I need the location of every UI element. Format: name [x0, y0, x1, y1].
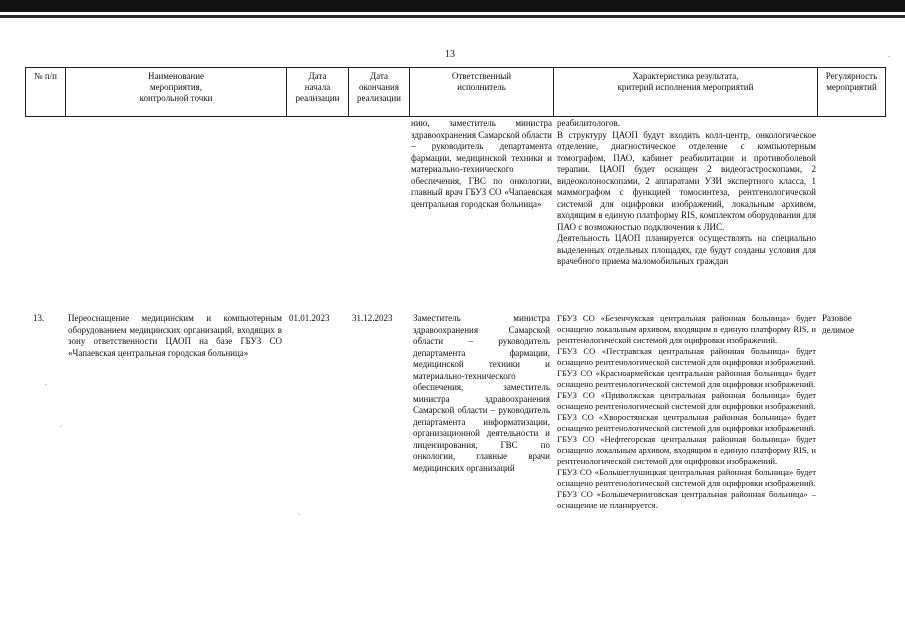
- continued-responsible: нию, заместитель министра здравоохранения Самарской области – руководитель департамента фармации, медицинской техники и материально-технического обеспечения, ГВС по онкологии, главный врач ГБУЗ СО «Чапаевская центральная городская больница»: [411, 118, 552, 209]
- row-13-name: Переоснащение медицинским и компьютерным оборудованием медицинских организаций, входящих в зону ответственности ЦАОП на базе ГБУЗ СО «Чапаевская центральная городская больница»: [68, 313, 282, 358]
- header-result: Характеристика результата, критерий исполнения мероприятий: [617, 71, 754, 92]
- scan-speck: .: [298, 508, 300, 517]
- scan-speck: .: [45, 378, 47, 387]
- header-name: Наименование мероприятия, контрольной точки: [139, 71, 213, 103]
- header-start: Дата начала реализации: [295, 71, 340, 103]
- continued-result: реабилитологов. В структуру ЦАОП будут входить колл-центр, онкологическое отделение, диагностическое отделение с компьютерным томографом, ПАО, кабинет реабилитации и противоболевой терапии. ЦАОП будет оснащен 2 видеогастроскопами, 2 видеоколоноскопами, 2 аппаратами УЗИ экспертного класса, 1 маммографом с функцией томосинтеза, рентгенологической системой для оцифровки изображений, локальным архивом, входящим в единую платформу RIS, комплектом оборудования для ПАО с возможностью подключения к ЛИС. Деятельность ЦАОП планируется осуществлять на специально выделенных отдельных площадях, где будут созданы условия для врачебного приема маломобильных граждан: [557, 118, 816, 266]
- header-responsible: Ответственный исполнитель: [451, 71, 512, 92]
- row-13-num: 13.: [33, 313, 45, 323]
- row-13-regularity: Разовое делимое: [822, 313, 855, 335]
- header-end: Дата окончания реализации: [357, 71, 401, 103]
- scan-speck: .: [888, 50, 890, 59]
- row-13-end: 31.12.2023: [352, 313, 393, 323]
- scan-speck: .: [60, 420, 62, 429]
- scan-top-line: [0, 15, 905, 18]
- header-regularity: Регулярность мероприятий: [825, 71, 878, 92]
- row-13-responsible: Заместитель министра здравоохранения Самарской области – руководитель департамента фармации, медицинской техники и материально-технического обеспечения, заместитель министра здравоохранения Самарской области – руководитель департамента информатизации, организационной деятельности и лицензирования, ГВС по онкологии, главные врачи медицинских организаций: [413, 313, 550, 473]
- header-num: № п/п: [34, 71, 57, 81]
- row-13-result: ГБУЗ СО «Безенчукская центральная районная больница» будет оснащено локальным архивом, входящим в единую платформу RIS, и рентгенологической системой для оцифровки изображений. ГБУЗ СО «Пестравская центральная районная больница» будет оснащено рентгенологической системой для оцифровки изображений. ГБУЗ СО «Красноармейская центральная районная больница» будет оснащено рентгенологической системой для оцифровки изображений. ГБУЗ СО «Приволжская центральная районная больница» будет оснащено рентгенологической системой для оцифровки изображений. ГБУЗ СО «Хворостянская центральная районная больница» будет оснащено рентгенологической системой для оцифровки изображений. ГБУЗ СО «Нефтегорская центральная районная больница» будет оснащено локальным архивом, входящим в единую платформу RIS, и рентгенологической системой для оцифровки изображений. ГБУЗ СО «Большеглушицкая центральная районная больница» будет оснащено рентгенологической системой для оцифровки изображений. ГБУЗ СО «Большечерниговская центральная районная больница» – оснащение не планируется.: [557, 313, 816, 510]
- page-number: 13: [445, 49, 455, 60]
- scan-top-border: [0, 0, 905, 12]
- row-13-start: 01.01.2023: [289, 313, 330, 323]
